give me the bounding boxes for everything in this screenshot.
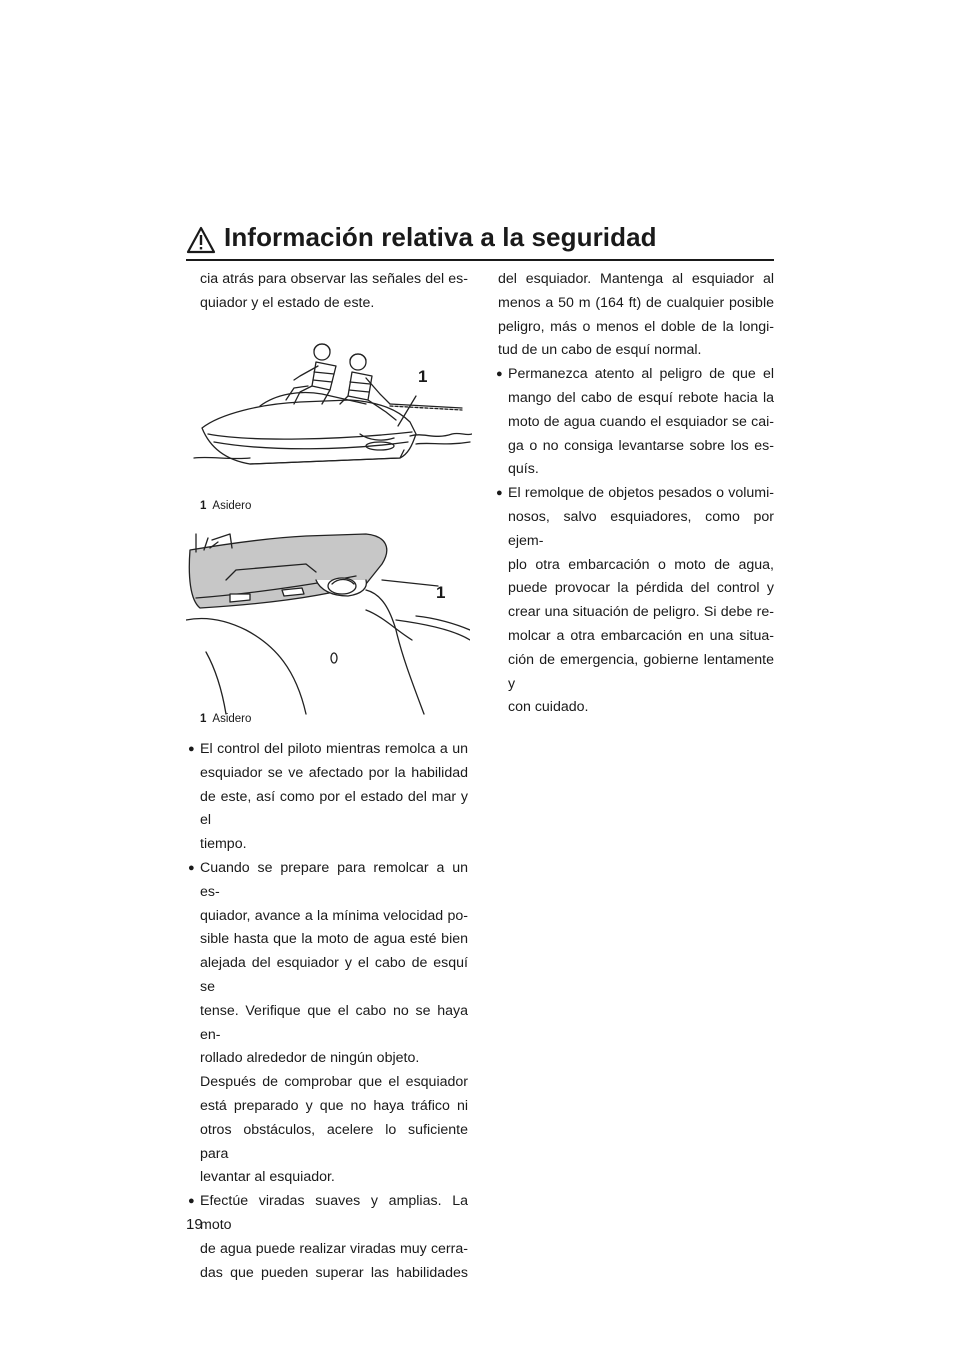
grab-handle-illustration — [186, 520, 470, 716]
caption-text: Asidero — [212, 713, 252, 725]
caption-text: Asidero — [212, 500, 252, 512]
text-line: de agua puede realizar viradas muy cerra- — [200, 1240, 468, 1257]
text-line: tiempo. — [200, 836, 247, 853]
bullet-item — [188, 857, 468, 1190]
text-line: Después de comprobar que el esquiador — [200, 1074, 468, 1091]
text-line: puede provocar la pérdida del control y — [508, 580, 774, 597]
bullet-item — [496, 482, 774, 720]
text-line: esquiador se ve afectado por la habilidad — [200, 764, 468, 781]
bullet-icon: ● — [188, 1195, 195, 1208]
caption-number: 1 — [200, 713, 207, 725]
text-line: cia atrás para observar las señales del es- — [200, 271, 468, 287]
text-line: molcar a otra embarcación en una situa- — [508, 627, 774, 644]
bullet-icon: ● — [188, 743, 195, 755]
left-column — [200, 268, 468, 316]
intro-paragraph — [200, 268, 468, 316]
text-line: moto de agua cuando el esquiador se cai- — [508, 413, 774, 430]
figure1-callout-number: 1 — [418, 367, 428, 386]
text-line: peligro, más o menos el doble de la longi- — [498, 318, 774, 335]
text-line: El control del piloto mientras remolca a un — [200, 741, 468, 757]
watercraft-riders-illustration — [190, 330, 472, 500]
text-line: Permanezca atento al peligro de que el — [508, 366, 774, 383]
text-line: otros obstáculos, acelere lo suficiente para — [200, 1121, 468, 1162]
right-column — [498, 268, 774, 720]
continuation-paragraph — [498, 268, 774, 363]
bullet-icon: ● — [188, 861, 195, 874]
text-line: está preparado y que no haya tráfico ni — [200, 1097, 468, 1114]
text-line: del esquiador. Mantenga al esquiador al — [498, 271, 774, 287]
text-line: levantar al esquiador. — [200, 1169, 335, 1186]
text-line: das que pueden superar las habilidades — [200, 1264, 468, 1281]
text-line: de este, así como por el estado del mar y el — [200, 788, 468, 829]
text-line: Efectúe viradas suaves y amplias. La moto — [200, 1193, 468, 1233]
figure2-callout-number: 1 — [436, 583, 446, 602]
text-line: tud de un cabo de esquí normal. — [498, 342, 702, 359]
header-rule — [186, 259, 774, 261]
text-line: menos a 50 m (164 ft) de cualquier posible — [498, 294, 774, 311]
text-line: ga o no consiga levantarse sobre los es- — [508, 437, 774, 454]
bullet-item — [496, 363, 774, 482]
text-line: tense. Verifique que el cabo no se haya en- — [200, 1002, 468, 1043]
text-line: ción de emergencia, gobierne lentamente y — [508, 651, 774, 692]
text-line: quiador y el estado de este. — [200, 294, 375, 311]
text-line: rollado alrededor de ningún objeto. — [200, 1050, 420, 1067]
bullet-icon: ● — [496, 368, 503, 381]
figure1-caption — [200, 500, 251, 512]
text-line: con cuidado. — [508, 699, 589, 716]
text-line: crear una situación de peligro. Si debe re- — [508, 604, 774, 621]
bullet-icon: ● — [496, 487, 503, 500]
text-line: plo otra embarcación o moto de agua, — [508, 556, 774, 573]
bullet-item — [188, 738, 468, 857]
text-line: quiador, avance a la mínima velocidad po- — [200, 907, 468, 924]
warning-triangle-icon — [186, 226, 216, 254]
text-line: alejada del esquiador y el cabo de esquí se — [200, 955, 468, 995]
text-line: nosos, salvo esquiadores, como por ejem- — [508, 508, 774, 549]
text-line: quís. — [508, 461, 539, 478]
text-line: mango del cabo de esquí rebote hacia la — [508, 389, 774, 406]
page-header — [186, 222, 774, 258]
page-title: Información relativa a la seguridad — [224, 222, 657, 252]
text-line: sible hasta que la moto de agua esté bien — [200, 931, 468, 948]
text-line: El remolque de objetos pesados o volumi- — [508, 485, 774, 502]
text-line: Cuando se prepare para remolcar a un es- — [200, 859, 468, 900]
page-number: 19 — [186, 1216, 203, 1233]
caption-number: 1 — [200, 500, 207, 512]
figure2-caption — [200, 713, 251, 725]
